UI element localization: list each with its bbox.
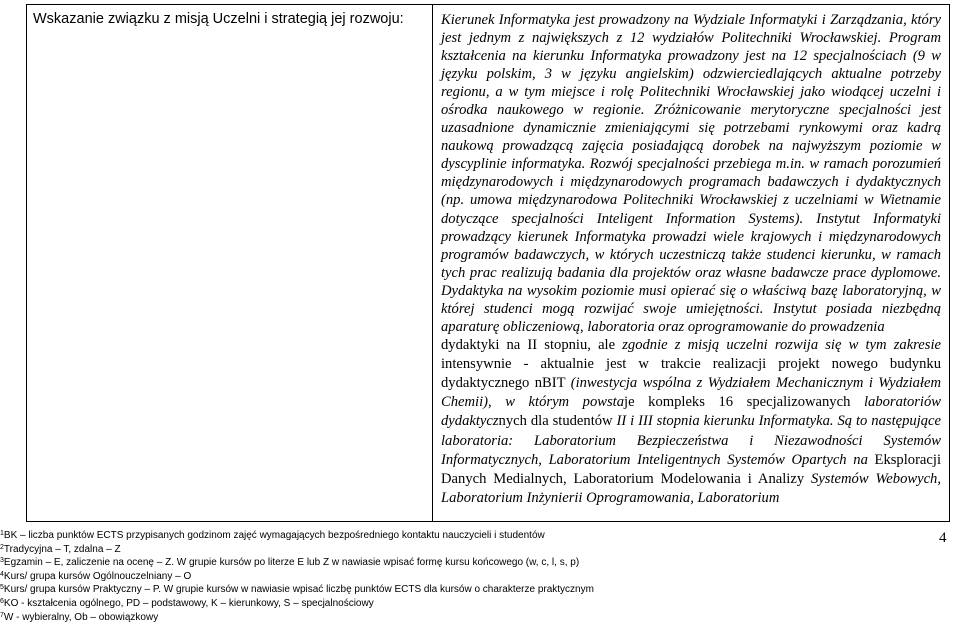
- description-segment: je kompleks 16 specjalizowanych: [624, 394, 864, 411]
- footnote-number: 5: [0, 584, 4, 592]
- description-segment: intensywnie - aktualnie jest w trakcie realizacji projekt nowego budynku dydaktycznego nBIT: [441, 356, 941, 392]
- label-cell: [27, 5, 433, 521]
- footnote-text: KO - kształcenia ogólnego, PD – podstawowy, K – kierunkowy, S – specjalnościowy: [3, 597, 374, 609]
- description-text: [441, 11, 941, 508]
- footnote-number: 2: [0, 543, 4, 551]
- description-segment: Eksploracji Danych Medialnych, Laboratorium Modelowania i Analizy: [441, 451, 941, 487]
- footnote: [0, 556, 900, 570]
- footnote: [0, 611, 900, 625]
- footnote-text: Kurs/ grupa kursów Praktyczny – P. W grupie kursów w nawiasie wpisać liczbę punktów ECTS dla kursów o charakterze praktycznym: [3, 584, 594, 596]
- footnote-number: 3: [0, 557, 4, 565]
- footnote-number: 6: [0, 597, 4, 605]
- footnote: [0, 597, 900, 611]
- footnote-text: Kurs/ grupa kursów Ogólnouczelniany – O: [3, 570, 192, 582]
- description-segment: zgodnie z misją uczelni rozwija się w tym zakresie: [622, 336, 941, 353]
- footnote: [0, 570, 900, 584]
- footnote: [0, 583, 900, 597]
- page-number: 4: [939, 530, 947, 546]
- description-cell: [433, 5, 949, 521]
- footnote-text: Tradycyjna – T, zdalna – Z: [3, 543, 121, 555]
- footnote: [0, 543, 900, 557]
- description-segment: nych dla studentów: [498, 413, 617, 430]
- footnote-text: Egzamin – E, zaliczenie na ocenę – Z. W grupie kursów po literze E lub Z w nawiasie wpisać formę kursu końcowego (w, c, l, s, p): [3, 557, 580, 569]
- description-segment: II i III stopnia kierunku Informatyka. Są to następujące laboratoria: Laboratorium Bezpieczeństwa i Niezawodności Systemów Informatycznych, Laboratorium Inteligentnych Systemów Opartych na: [441, 413, 941, 468]
- description-segment: Systemów Webowych, Laboratorium Inżynierii Oprogramowania, Laboratorium: [441, 470, 942, 507]
- description-segment: (inwestycja wspólna z Wydziałem Mechanicznym i Wydziałem Chemii), w którym powsta: [441, 375, 941, 411]
- left-label: Wskazanie związku z misją Uczelni i strategią jej rozwoju:: [33, 11, 404, 27]
- footnote-text: BK – liczba punktów ECTS przypisanych godzinom zajęć wymagających bezpośredniego kontaktu nauczycieli i studentów: [3, 530, 545, 541]
- description-segment: laboratoriów dydaktycz: [441, 394, 942, 430]
- footnote-number: 1: [0, 530, 4, 537]
- description-segment: Kierunek Informatyka jest prowadzony na Wydziale Informatyki i Zarządzania, który jest jednym z największych z 12 wydziałów Politechniki Wrocławskiej. Program kształcenia na kierunku Informatyka prowadzony jest na 12 specjalnościach (9 w języku polskim, 3 w języku angielskim) odzwierciedlających aktualne potrzeby regionu, a w tym miejsce i rolę Politechniki Wrocławskiej jako wiodącej uczelni i ośrodka naukowego w regionie. Zróżnicowanie merytoryczne specjalności jest uzasadnione dynamicznie zmieniającymi się potrzebami rynkowymi oraz kadrą naukową prowadzącą zajęcia posiadającą dorobek na najwyższym poziomie w dyscyplinie informatyka. Rozwój specjalności przebiega m.in. w ramach porozumień międzynarodowych i międzynarodowych programach badawczych i dydaktycznych (np. umowa międzynarodowa Politechniki Wrocławskiej z uczelniami w Wietnamie dotyczące specjalności Inteligent Information Systems). Instytut Informatyki prowadzący kierunek Informatyka prowadzi wiele krajowych i międzynarodowych programów badawczych, w których uczestniczą także studenci kierunku, w ramach tych prac realizują badania dla projektów oraz własne badawcze prace dyplomowe. Dydaktyka na wysokim poziomie musi opierać się o właściwą bazę laboratoryjną, w której studenci mogą rozwijać swoje umiejętności. Instytut posiada niezbędną aparaturę obliczeniową, laboratoria oraz oprogramowanie do prowadzenia: [441, 12, 941, 335]
- footnote-number: 7: [0, 611, 4, 619]
- description-segment: dydaktyki na II stopniu, ale: [441, 336, 623, 353]
- footnote-number: 4: [0, 570, 4, 578]
- footnote: [0, 529, 900, 543]
- footnote-text: W - wybieralny, Ob – obowiązkowy: [3, 611, 159, 623]
- content-table: [26, 4, 950, 522]
- footnotes: [0, 529, 900, 624]
